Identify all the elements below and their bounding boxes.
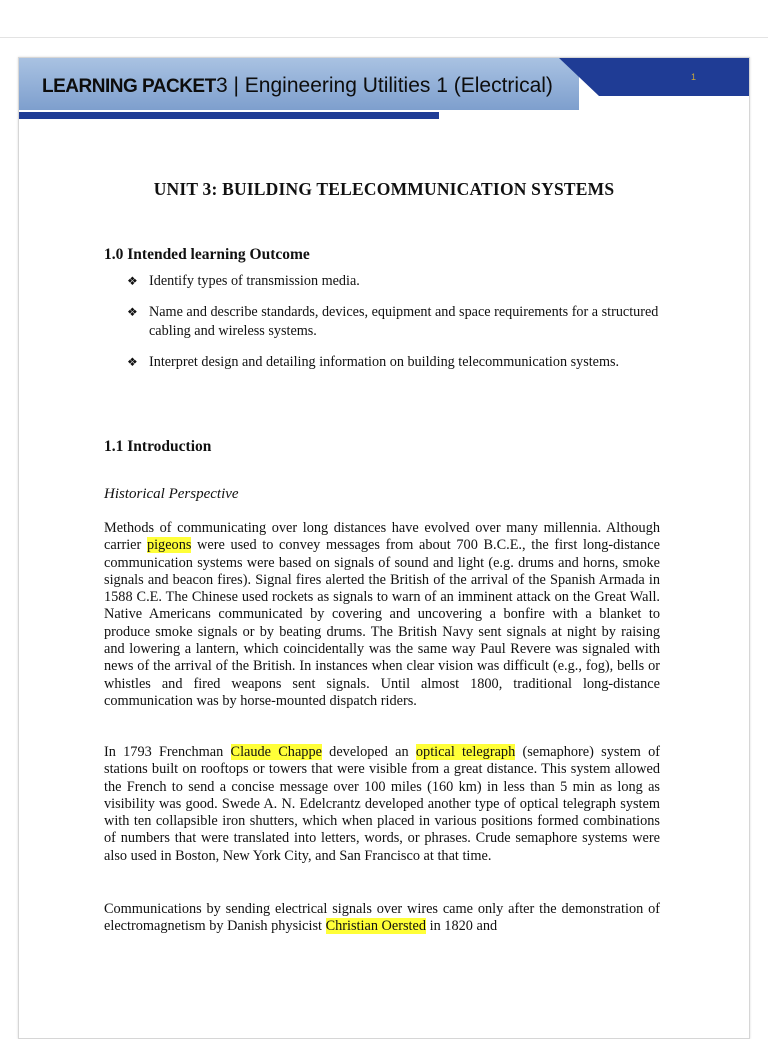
list-item-text: Name and describe standards, devices, equipment and space requirements for a structured cabling and wireless systems. [149,304,659,339]
list-item-text: Identify types of transmission media. [149,273,360,289]
paragraph-text: developed an [321,744,416,760]
packet-title: 3 | Engineering Utilities 1 (Electrical) [216,74,553,97]
diamond-bullet-icon: ❖ [127,355,138,369]
list-item [127,353,667,372]
paragraph-text: in 1820 and [426,918,498,935]
packet-label: LEARNING PACKET [42,76,216,97]
list-item [127,303,667,341]
paragraph-text: In 1793 Frenchman [104,744,231,760]
header-accent [559,58,599,96]
intro-heading: 1.1 Introduction [104,438,212,455]
intro-subheading: Historical Perspective [104,486,239,502]
outcome-heading: 1.0 Intended learning Outcome [104,246,310,263]
highlight-christian-oersted: Christian Oersted [325,918,427,935]
paragraph-text: were used to convey messages from about 700 B.C.E., the first long-distance communication systems were based on signals of sound and light (e.g. drums and horns, smoke signals and beacon fires). Signal fires alerted the British of the arrival of the Spanish Armada in 1588 C.E. The Chinese used rockets as signals to warn of an imminent attack on the Great Wall. Native Americans communicated by covering and uncovering a bonfire with a blanket to produce smoke signals or by beating drums. The British Navy sent signals at night by raising and lowering a lantern, which coincidentally was the same way Paul Revere was signaled with news of the arrival of the British. In instances when clear vision was difficult (e.g., fog), bells or whistles and fired weapons sent signals. Until almost 1800, traditional long-distance communication was by horse-mounted dispatch riders. [104,537,660,709]
header-underline [19,112,439,119]
highlight-pigeons: pigeons [146,537,192,554]
outcome-list [127,272,667,384]
paragraph-history [104,520,660,710]
list-item-text: Interpret design and detailing information on building telecommunication systems. [149,354,620,370]
page-header [19,58,749,118]
diamond-bullet-icon: ❖ [127,305,138,319]
list-item [127,272,667,291]
document-page [18,57,750,1039]
paragraph-text: Communications by sending electrical signals over wires came only after the demonstration of electromagnetism by Danish physicist [104,901,660,935]
paragraph-electrical [104,901,660,936]
top-divider [0,37,768,38]
diamond-bullet-icon: ❖ [127,274,138,288]
unit-title: UNIT 3: BUILDING TELECOMMUNICATION SYSTEMS [153,179,615,199]
header-dark-block [599,58,749,96]
page-number: 1 [691,72,697,82]
highlight-optical-telegraph: optical telegraph [415,744,516,760]
paragraph-chappe [104,744,660,865]
paragraph-text: (semaphore) system of stations built on rooftops or towers that were visible from a great distance. This system allowed the French to send a concise message over 100 miles (160 km) in less than 5 min as long as visibility was good. Swede A. N. Edelcrantz developed another type of optical telegraph system with ten collapsible iron shutters, which when placed in various positions formed combinations of numbers that were translated into letters, words, or phrases. Crude semaphore systems were also used in Boston, New York City, and San Francisco at that time. [104,744,660,864]
paragraph-text: Methods of communicating over long distances have evolved over many millennia. Although carrier [104,520,660,554]
highlight-claude-chappe: Claude Chappe [230,744,322,760]
